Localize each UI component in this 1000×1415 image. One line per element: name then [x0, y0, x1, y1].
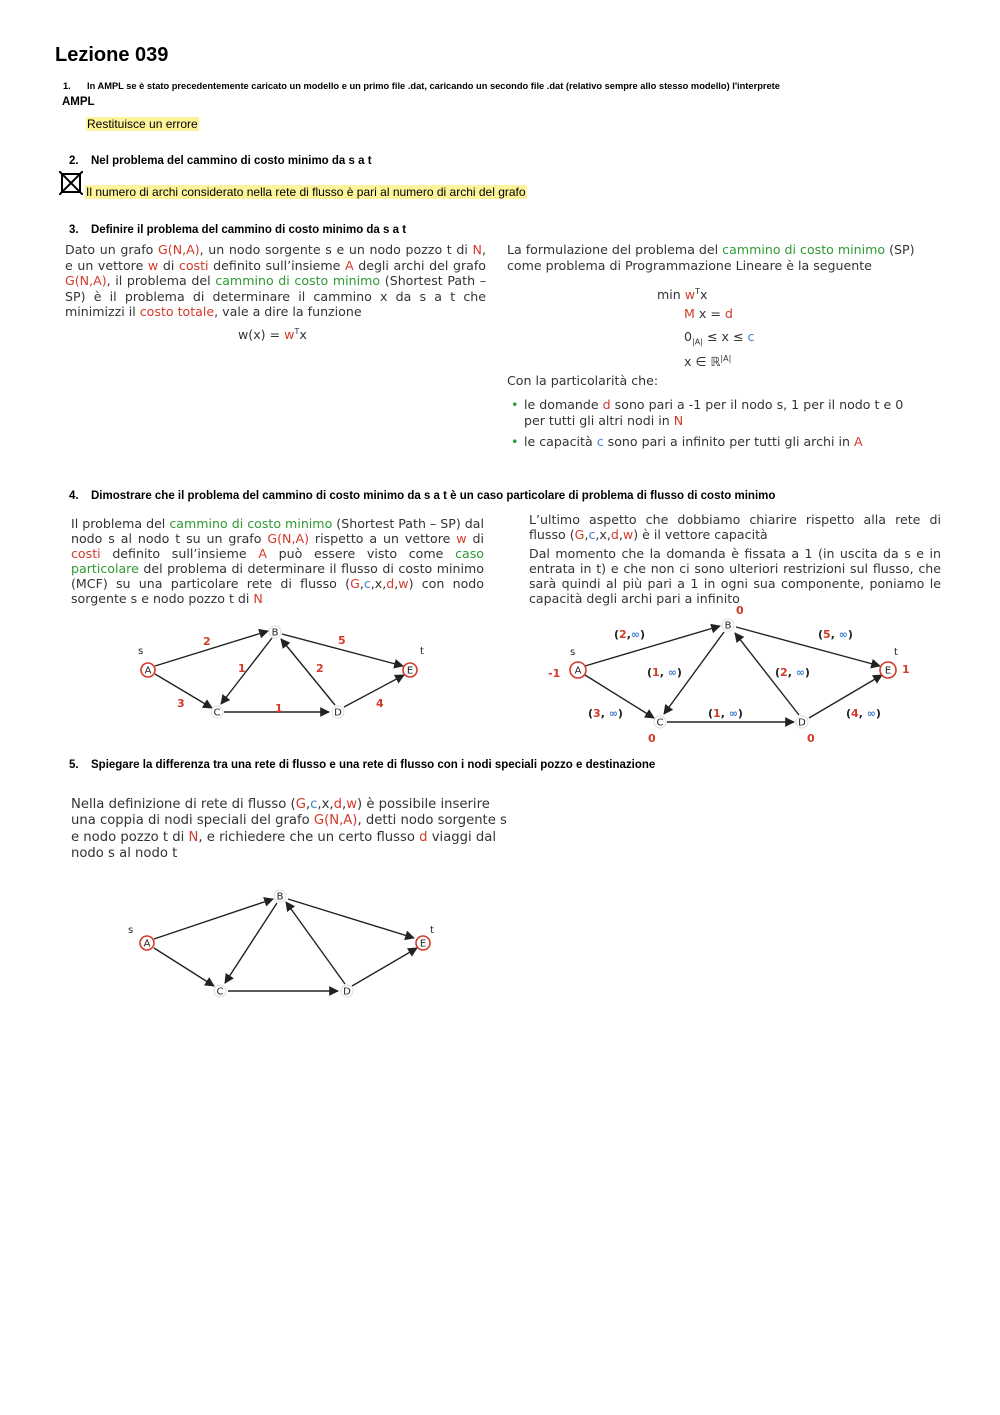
weight-label: 3 — [177, 697, 185, 710]
node-label: B — [724, 620, 732, 632]
demand-label: -1 — [548, 667, 561, 680]
edge-b-e — [736, 627, 880, 666]
sink-label: t — [420, 646, 424, 657]
q5-number: 5. — [69, 759, 79, 771]
weight-label: 4 — [376, 697, 384, 710]
node-label: E — [406, 665, 414, 677]
capacity-label-be: (5, ∞) — [818, 628, 853, 641]
q3-lp-constraint-2: $0_{|A|} \le x \le c$ — [684, 329, 755, 347]
checkbox-checked-icon — [59, 171, 83, 195]
q3-definition: Dato un grafo G(N,A), un nodo sorgente s e un nodo pozzo t di N, e un vettore w di costi definito sull’insieme A degli archi del grafo G(N,A), il problema del cammino di costo minimo (Shortest Path – SP) è il problema di determinare il cammino x da s a t che minimizzi il costo totale, vale a dire la funzione — [65, 242, 486, 319]
node-label: C — [216, 986, 224, 998]
list-item: • le domande d sono pari a -1 per il nodo s, 1 per il nodo t e 0 per tutti gli altri nodi in N — [507, 397, 927, 428]
edge-a-c — [154, 948, 214, 986]
q3-bullet-list — [507, 397, 927, 456]
capacity-label-db: (2, ∞) — [775, 666, 810, 679]
q1-text: In AMPL se è stato precedentemente caricato un modello e un primo file .dat, caricando un secondo file .dat (relativo sempre allo stesso modello) l'interprete — [87, 81, 780, 91]
q4-capacity-text-2: Dal momento che la domanda è fissata a 1 (in uscita da s e in entrata in t) e che non ci sono ulteriori restrizioni sul flusso, che sarà quindi al più pari a 1 in ogni sua componente, poniamo le capacità degli archi pari a infinito — [529, 546, 941, 606]
q2-number: 2. — [69, 155, 79, 167]
node-label: C — [656, 717, 664, 729]
page-title: Lezione 039 — [55, 44, 169, 66]
node-label: D — [343, 986, 351, 998]
q3-partic-label: Con la particolarità che: — [507, 373, 659, 388]
weight-label: 2 — [203, 635, 211, 648]
edge-a-b — [585, 626, 720, 666]
edge-d-e — [344, 675, 404, 707]
edge-a-b — [154, 899, 273, 939]
node-label: A — [574, 665, 582, 677]
node-label: A — [144, 665, 152, 677]
q3-lp-domain: x ∈ ℝ$^{|A|}$ — [684, 354, 732, 370]
q3-cost-formula: $w(x) = w^Tx$ — [238, 327, 307, 343]
edge-d-b — [281, 639, 335, 705]
q3-lp-constraint-1: M x = d — [684, 306, 733, 321]
node-label: C — [213, 707, 221, 719]
q5-paragraph: Nella definizione di rete di flusso (G,c,x,d,w) è possibile inserire una coppia di nodi speciali del grafo G(N,A), detti nodo sorgente s e nodo pozzo t di N, e richiedere che un certo flusso d viaggi dal nodo s al nodo t — [71, 797, 507, 861]
node-label: B — [276, 891, 284, 903]
source-label: s — [138, 646, 144, 657]
source-label: s — [128, 925, 134, 936]
q2-text: Nel problema del cammino di costo minimo da s a t — [91, 155, 372, 167]
capacity-label-cd: (1, ∞) — [708, 707, 743, 720]
demand-label: 0 — [736, 604, 744, 617]
weight-label: 1 — [238, 662, 246, 675]
capacity-label-ab: (2,∞) — [614, 628, 646, 641]
q3-lp-objective: $\min w^Tx$ — [657, 287, 708, 303]
q3-lp-intro: La formulazione del problema del cammino di costo minimo (SP) come problema di Programmazione Lineare è la seguente — [507, 242, 915, 273]
q3-number: 3. — [69, 224, 79, 236]
cost-graph — [120, 620, 430, 725]
edge-d-e — [352, 948, 417, 986]
node-label: A — [143, 938, 151, 950]
q5-text: Spiegare la differenza tra una rete di flusso e una rete di flusso con i nodi speciali pozzo e destinazione — [91, 759, 656, 771]
node-label: E — [884, 665, 892, 677]
sink-label: t — [430, 925, 434, 936]
weight-label: 5 — [338, 634, 346, 647]
edge-b-c — [225, 903, 277, 983]
capacity-graph — [540, 600, 920, 748]
weight-label: 1 — [275, 702, 283, 715]
capacity-label-ac: (3, ∞) — [588, 707, 623, 720]
q4-number: 4. — [69, 490, 79, 502]
q3-text: Definire il problema del cammino di costo minimo da s a t — [91, 224, 407, 236]
q4-capacity-text-1: L’ultimo aspetto che dobbiamo chiarire rispetto alla rete di flusso (G,c,x,d,w) è il vettore capacità — [529, 512, 941, 542]
node-label: D — [798, 717, 806, 729]
demand-label: 0 — [807, 732, 815, 745]
edge-b-c — [221, 638, 272, 704]
node-label: E — [419, 938, 427, 950]
node-label: B — [271, 627, 279, 639]
weight-label: 2 — [316, 662, 324, 675]
sink-label: t — [894, 647, 898, 658]
edge-a-b — [155, 631, 268, 666]
demand-label: 0 — [648, 732, 656, 745]
q4-sp-as-mcf: Il problema del cammino di costo minimo (Shortest Path – SP) dal nodo s al nodo t su un grafo G(N,A) rispetto a un vettore w di costi definito sull’insieme A può essere visto come caso particolare del problema di determinare il flusso di costo minimo (MCF) su una particolare rete di flusso (G,c,x,d,w) con nodo sorgente s e nodo pozzo t di N — [71, 516, 485, 606]
q2-answer: Il numero di archi considerato nella rete di flusso è pari al numero di archi del grafo — [86, 185, 526, 199]
node-label: D — [334, 707, 342, 719]
demand-label: 1 — [902, 663, 910, 676]
source-sink-graph — [118, 883, 448, 1001]
q1-number: 1. — [63, 81, 71, 91]
q1-answer: Restituisce un errore — [87, 117, 198, 131]
capacity-label-de: (4, ∞) — [846, 707, 881, 720]
q1-text-cont: AMPL — [62, 96, 95, 108]
capacity-label-bc: (1, ∞) — [647, 666, 682, 679]
q4-text: Dimostrare che il problema del cammino di costo minimo da s a t è un caso particolare di problema di flusso di costo minimo — [91, 490, 776, 502]
list-item: • le capacità c sono pari a infinito per tutti gli archi in A — [507, 434, 927, 450]
source-label: s — [570, 647, 576, 658]
